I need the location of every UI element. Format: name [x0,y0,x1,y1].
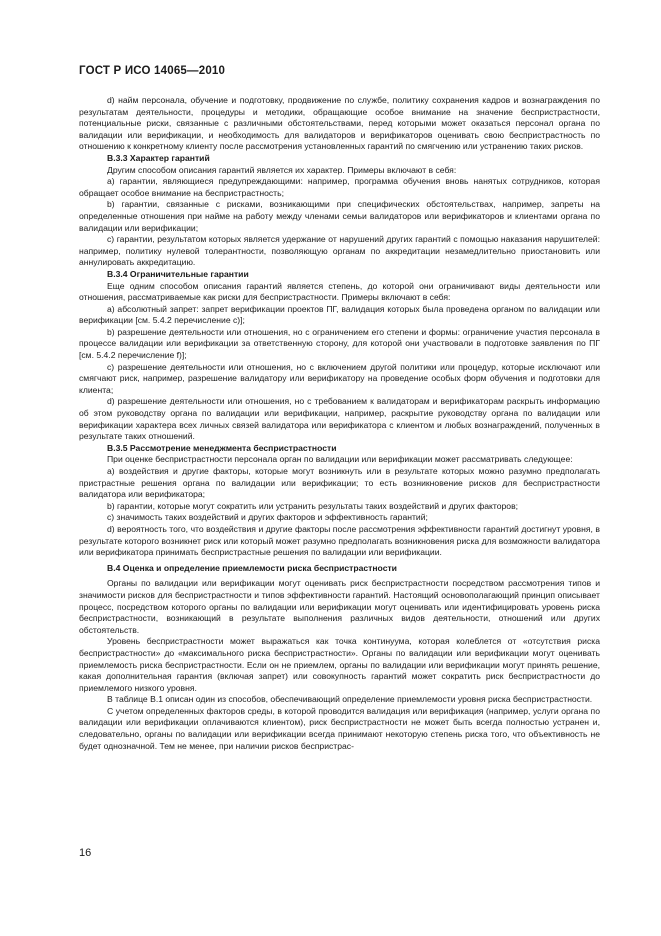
paragraph: С учетом определенных факторов среды, в которой проводится валидация или верификация (например, услуги органа по валидации или верификации оплачиваются клиентом), риск беспристрастности не может быть всегда полностью устранен и, следовательно, органы по валидации или верификации всегда принимают некоторую степень риска того, что объективность не будет однозначной. Тем не менее, при наличии рисков беспристрас- [79,705,600,751]
paragraph: d) вероятность того, что воздействия и другие факторы после рассмотрения эффективности гарантий достигнут уровня, в результате которого возникнет риск или который может разумно предполагать возникновения риска для возможности валидатора или верификатора принимать беспристрастные решения по валидации или верификации. [79,523,600,558]
paragraph: с) гарантии, результатом которых является удержание от нарушений других гарантий с помощью наказания нарушителей: например, политику нулевой толерантности, позволяющую органам по аккредитации незамедлительно приостановить или аннулировать аккредитацию. [79,234,600,268]
section-heading: В.3.5 Рассмотрение менеджмента беспристрастности [107,442,337,453]
paragraph: а) гарантии, являющиеся предупреждающими: например, программа обучения вновь нанятых сотрудников, которая обращает особое внимание на беспристрастность; [79,176,600,198]
document-body [79,95,600,752]
section-heading: В.3.4 Ограничительные гарантии [107,268,249,279]
paragraph: b) разрешение деятельности или отношения, но с ограничением его степени и формы: ограничение участия персонала в процессе валидации или верификации за ответственную сторону, для которой они участвовали в подготовке заявления по ПГ [см. 5.4.2 перечисление f)]; [79,326,600,361]
paragraph: При оценке беспристрастности персонала орган по валидации или верификации может рассматривать следующее: [107,454,573,465]
section-heading: В.4 Оценка и определение приемлемости риска беспристрастности [107,562,397,573]
page-number: 16 [79,847,92,859]
paragraph: Органы по валидации или верификации могут оценивать риск беспристрастности посредством рассмотрения типов и значимости рисков для беспристрастности и типов эффективности гарантий. Настоящий основополагающий принцип описывает процесс, посредством которого органы по валидации или верификации могут оценивать или идентифицировать уровень риска беспристрастности, возникающий в результате выполнения различных видов деятельности, отношений или других обстоятельств. [79,578,600,635]
paragraph: d) разрешение деятельности или отношения, но с требованием к валидаторам и верификаторам раскрыть информацию об этом руководству органа по валидации или верификации, например, раскрытие руководству органа по валидации или верификации характера всех личных связей валидатора или верификатора с клиентом и любых вознаграждений, полученных в результате таких отношений. [79,396,600,442]
paragraph: d) найм персонала, обучение и подготовку, продвижение по службе, политику сохранения кадров и вознаграждения по результатам деятельности, процедуры и методики, обращающие особое внимание на значение беспристрастности, потенциальные риски, связанные с различными обстоятельствами, перед которыми может оказаться персонал органа по валидации или верификации, и необходимость для валидаторов и верификаторов оценивать свою беспристрастность по отношению к конкретному клиенту после рассмотрения установленных гарантий по смягчению или устранению таких рисков. [79,95,600,152]
section-heading: В.3.3 Характер гарантий [107,152,210,163]
paragraph: Другим способом описания гарантий является их характер. Примеры включают в себя: [107,164,457,175]
paragraph: Уровень беспристрастности может выражаться как точка континуума, которая колеблется от «отсутствия риска беспристрастности» до «максимального риска беспристрастности». Органы по валидации или верификации могут оценивать приемлемость риска беспристрастности. Если он не приемлем, органы по валидации или верификации могут принять решение, какая дополнительная гарантия (включая запрет) или совокупность гарантий может сократить риск беспристрастности до приемлемого низкого уровня. [79,636,600,693]
paragraph: Еще одним способом описания гарантий является степень, до которой они ограничивают виды деятельности или отношения, рассматриваемые как риски для беспристрастности. Примеры включают в себя: [79,280,600,303]
paragraph: b) гарантии, связанные с рисками, возникающими при специфических обстоятельствах, например, запреты на определенные отношения при найме на работу между членами семьи валидаторов или верификаторов и клиентами органа по валидации или верификации; [79,199,600,233]
document-header: ГОСТ Р ИСО 14065—2010 [79,65,226,77]
paragraph: b) гарантии, которые могут сократить или устранить результаты таких воздействий и других факторов; [107,500,519,511]
paragraph: с) разрешение деятельности или отношения, но с включением другой политики или процедур, которые исключают или смягчают риск, например, разрешение валидатору или верификатору на проведение особых форм обучения и подготовки для клиента; [79,361,600,395]
paragraph: а) воздействия и другие факторы, которые могут возникнуть или в результате которых можно разумно предполагать пристрастные решения органа по валидации или верификации; то есть возникновение рисков для беспристрастности валидатора или верификатора; [79,466,600,500]
paragraph: а) абсолютный запрет: запрет верификации проектов ПГ, валидация которых была проведена органом по валидации или верификации [см. 5.4.2 перечисление с)]; [79,303,600,326]
paragraph: с) значимость таких воздействий и других факторов и эффективность гарантий; [107,512,428,523]
paragraph: В таблице В.1 описан один из способов, обеспечивающий определение приемлемости уровня риска беспристрастности. [107,694,593,705]
